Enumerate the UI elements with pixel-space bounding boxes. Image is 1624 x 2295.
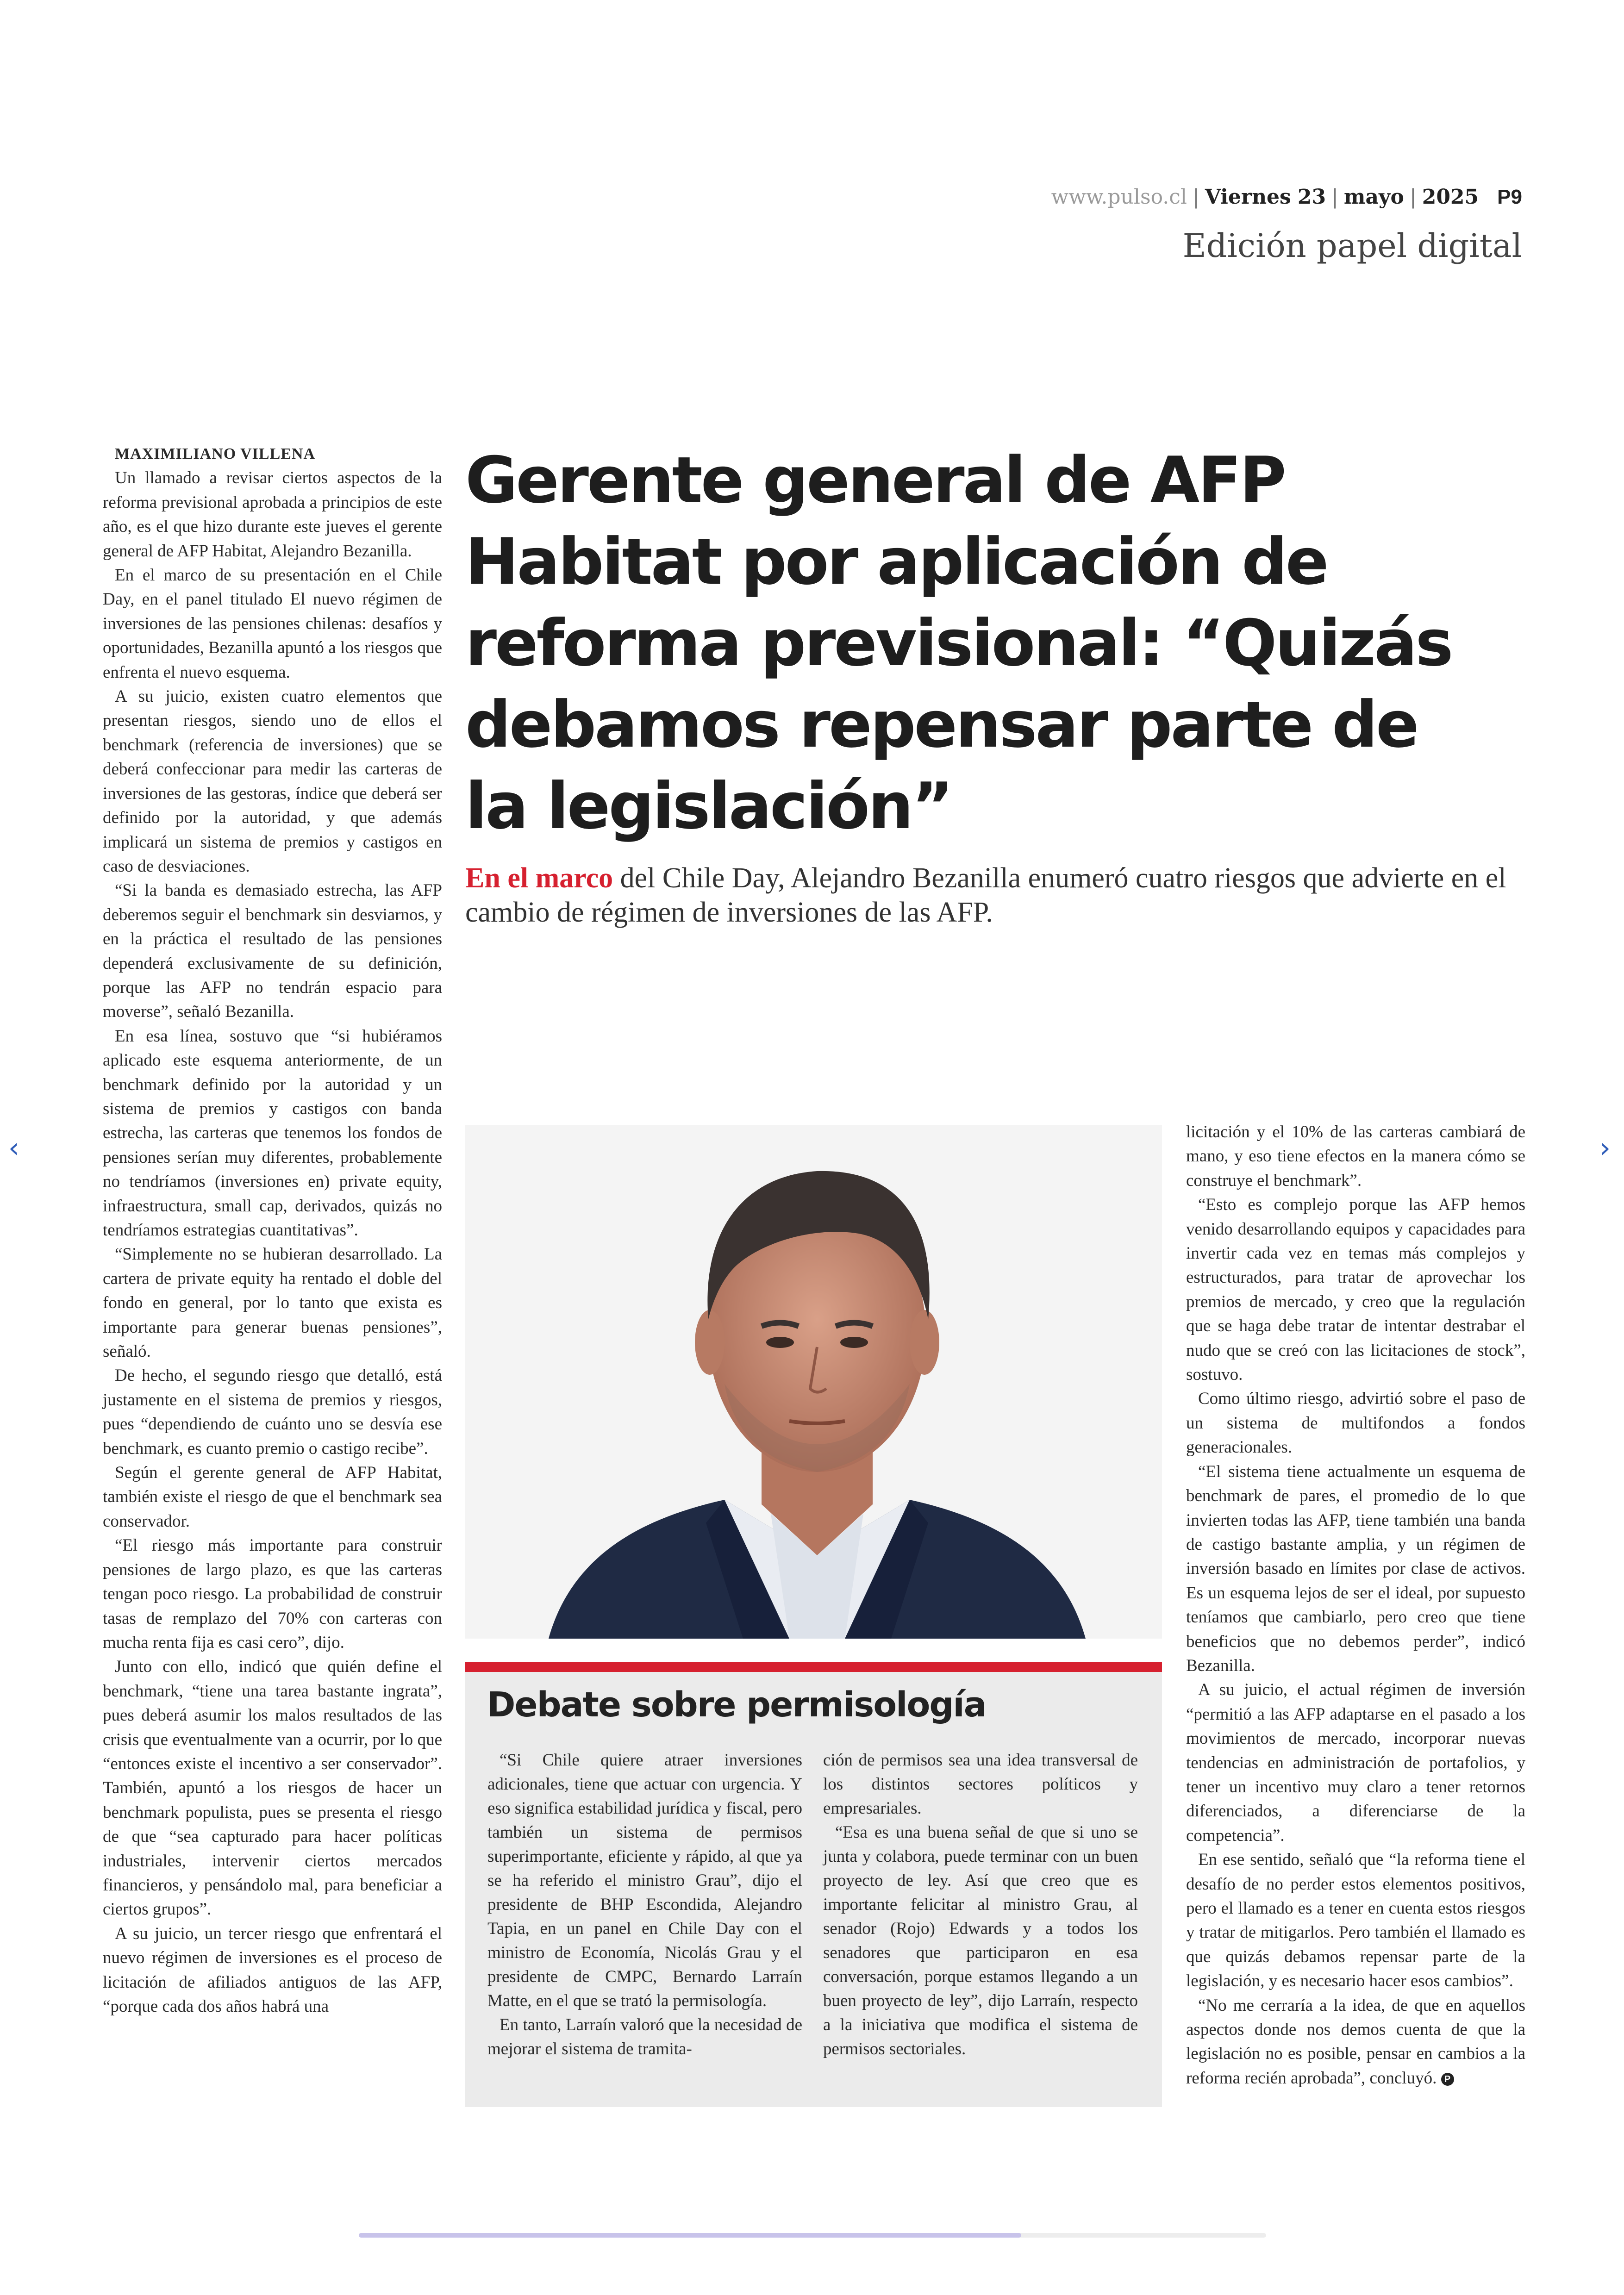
box-column-1	[487, 1748, 802, 2061]
box-paragraph: “Esa es una buena señal de que si uno se junta y colabora, puede terminar con un buen proyecto de ley. Así que creo que es importante felicitar al ministro Grau, al senador (Rojo) Edwards y a todos los senadores que participaron en esa conversación, porque estamos llegando a un buen proyecto de ley”, dijo Larraín, respecto a la iniciativa que modifica el sistema de permisos sectoriales.	[823, 1823, 1138, 2058]
chevron-right-icon: ›	[1599, 1132, 1611, 1164]
lead-kicker: En el marco	[465, 862, 613, 894]
date-month: mayo	[1343, 185, 1404, 209]
body-paragraph: “El sistema tiene actualmente un esquema de benchmark de pares, el promedio de lo que invierten todas las AFP, tiene también una banda de castigo bastante amplia, y un régimen de inversión basado en límites por clase de activos. Es un esquema lejos de ser el ideal, por supuesto teníamos que cambiarlo, pero creo que tiene beneficios que no debemos perder”, indicó Bezanilla.	[1186, 1462, 1525, 1675]
body-paragraph: “Si la banda es demasiado estrecha, las AFP deberemos seguir el benchmark sin desviarnos, y en la práctica el resultado de las pensiones dependerá exclusivamente de su definición, porque las AFP no tendrán espacio para moverse”, señaló Bezanilla.	[103, 881, 442, 1022]
box-title: Debate sobre permisología	[487, 1685, 986, 1725]
body-paragraph: “Simplemente no se hubieran desarrollado. La cartera de private equity ha rentado el doble del fondo en general, por lo tanto que exista es importante para generar buenas pensiones”, señaló.	[103, 1245, 442, 1361]
right-text-column	[1186, 1120, 1525, 2090]
date-year: 2025	[1422, 185, 1479, 209]
lead-text: del Chile Day, Alejandro Bezanilla enumeró cuatro riesgos que advierte en el cambio de régimen de inversiones de las AFP.	[465, 862, 1506, 928]
next-page-arrow[interactable]	[1599, 1132, 1611, 1164]
portrait-photo	[465, 1125, 1162, 1639]
body-paragraph: En el marco de su presentación en el Chile Day, en el panel titulado El nuevo régimen de inversiones de las pensiones chilenas: desafíos y oportunidades, Bezanilla apuntó a los riesgos que enfrenta el nuevo esquema.	[103, 566, 442, 682]
body-paragraph: A su juicio, existen cuatro elementos que presentan riesgos, siendo uno de ellos el benchmark (referencia de inversiones) que se deberá confeccionar para medir las carteras de inversiones de las gestoras, índice que deberá ser definido por la autoridad, y que además implicará un sistema de premios y castigos en caso de desviaciones.	[103, 687, 442, 876]
box-paragraph: En tanto, Larraín valoró que la necesidad de mejorar el sistema de tramita-	[487, 2015, 802, 2058]
lead-paragraph	[465, 861, 1507, 929]
page-scrollbar-thumb[interactable]	[359, 2233, 1021, 2238]
page-number: P9	[1497, 186, 1522, 208]
site-url[interactable]: www.pulso.cl	[1051, 185, 1187, 209]
left-text-column	[103, 442, 442, 2019]
box-column-2	[823, 1748, 1138, 2061]
body-paragraph: En ese sentido, señaló que “la reforma tiene el desafío de no perder estos elementos positivos, pero el llamado es a tener en cuenta estos riesgos y tratar de mitigarlos. Pero también el llamado es que quizás debamos repensar parte de la legislación, y es necesario hacer esos cambios”.	[1186, 1850, 1525, 1991]
body-paragraph: En esa línea, sostuvo que “si hubiéramos aplicado este esquema anteriormente, de un benchmark definido por la autoridad y un sistema de premios y castigos con banda estrecha, las carteras que tenemos los fondos de pensiones serían muy diferentes, probablemente no tendríamos (inversiones en) private equity, infraestructura, small cap, derivados, quizás no tendríamos estrategias cuantitativas”.	[103, 1026, 442, 1240]
edition-label: Edición papel digital	[1182, 227, 1522, 265]
body-paragraph: licitación y el 10% de las carteras cambiará de mano, y eso tiene efectos en la manera cómo se construye el benchmark”.	[1186, 1123, 1525, 1190]
body-paragraph: A su juicio, el actual régimen de inversión “permitió a las AFP adaptarse en el pasado a los movimientos de mercado, incorporar nuevas tendencias en administración de portafolios, y tener un incentivo muy claro a tener retornos diferenciados, a diferenciarse de la competencia”.	[1186, 1680, 1525, 1845]
body-paragraph: “El riesgo más importante para construir pensiones de largo plazo, es que las carteras tengan poco riesgo. La probabilidad de construir tasas de remplazo del 70% con carteras con mucha renta fija es casi cero”, dijo.	[103, 1536, 442, 1652]
date-day: 23	[1297, 185, 1326, 209]
body-paragraph: “No me cerraría a la idea, de que en aquellos aspectos donde nos demos cuenta de que la legislación no es posible, pensar en cambios a la reforma recién aprobada”, concluyó. P	[1186, 1996, 1525, 2088]
box-accent-rule	[465, 1662, 1162, 1672]
box-paragraph: “Si Chile quiere atraer inversiones adicionales, tiene que actuar con urgencia. Y eso significa estabilidad jurídica y fiscal, pero también un sistema de permisos superimportante, eficiente y rápido, al que ya se ha referido el ministro Grau”, dijo el presidente de BHP Escondida, Alejandro Tapia, en un panel en Chile Day con el ministro de Economía, Nicolás Grau y el presidente de CMPC, Bernardo Larraín Matte, en el que se trató la permisología.	[487, 1751, 802, 2010]
body-paragraph: A su juicio, un tercer riesgo que enfrentará el nuevo régimen de inversiones es el proceso de licitación de afiliados antiguos de las AFP, “porque cada dos años habrá una	[103, 1924, 442, 2016]
body-paragraph: Según el gerente general de AFP Habitat, también existe el riesgo de que el benchmark sea conservador.	[103, 1463, 442, 1531]
chevron-left-icon: ‹	[8, 1132, 19, 1164]
body-paragraph: Un llamado a revisar ciertos aspectos de la reforma previsional aprobada a principios de este año, es el que hizo durante este jueves el gerente general de AFP Habitat, Alejandro Bezanilla.	[103, 468, 442, 561]
date-weekday: Viernes	[1205, 185, 1291, 209]
body-paragraph: Como último riesgo, advirtió sobre el paso de un sistema de multifondos a fondos generacionales.	[1186, 1389, 1525, 1457]
byline: MAXIMILIANO VILLENA	[115, 445, 316, 462]
sidebar-box	[465, 1672, 1162, 2107]
box-paragraph: ción de permisos sea una idea transversal de los distintos sectores políticos y empresariales.	[823, 1751, 1138, 1818]
page-header: www.pulso.cl | Viernes 23 | mayo | 2025 P9	[1051, 185, 1522, 209]
headline: Gerente general de AFP Habitat por aplicación de reforma previsional: “Quizás debamos repensar parte de la legislación”	[465, 443, 1452, 843]
prev-page-arrow[interactable]	[8, 1132, 19, 1164]
body-paragraph: Junto con ello, indicó que quién define el benchmark, “tiene una tarea bastante ingrata”, pues deberá asumir los malos resultados de las crisis que eventualmente van a ocurrir, por lo que “entonces existe el incentivo a ser conservador”. También, apuntó a los riesgos de hacer un benchmark populista, pues se presenta el riesgo de que “sea capturado para hacer políticas industriales, intervenir ciertos mercados financieros, y pensándolo mal, para beneficiar a ciertos grupos”.	[103, 1657, 442, 1919]
body-paragraph: “Esto es complejo porque las AFP hemos venido desarrollando equipos y capacidades para invertir cada vez en temas más complejos y estructurados, para tratar de aprovechar los premios de mercado, y creo que la regulación que se haga debe tratar de intentar destrabar el nudo que se creó con las licitaciones de stock”, sostuvo.	[1186, 1195, 1525, 1384]
body-paragraph: De hecho, el segundo riesgo que detalló, está justamente en el sistema de premios y riesgos, pues “dependiendo de cuánto uno se desvía ese benchmark, es cuanto premio o castigo recibe”.	[103, 1366, 442, 1458]
end-of-article-icon: P	[1441, 2073, 1454, 2086]
man-portrait-image	[465, 1125, 1162, 1639]
